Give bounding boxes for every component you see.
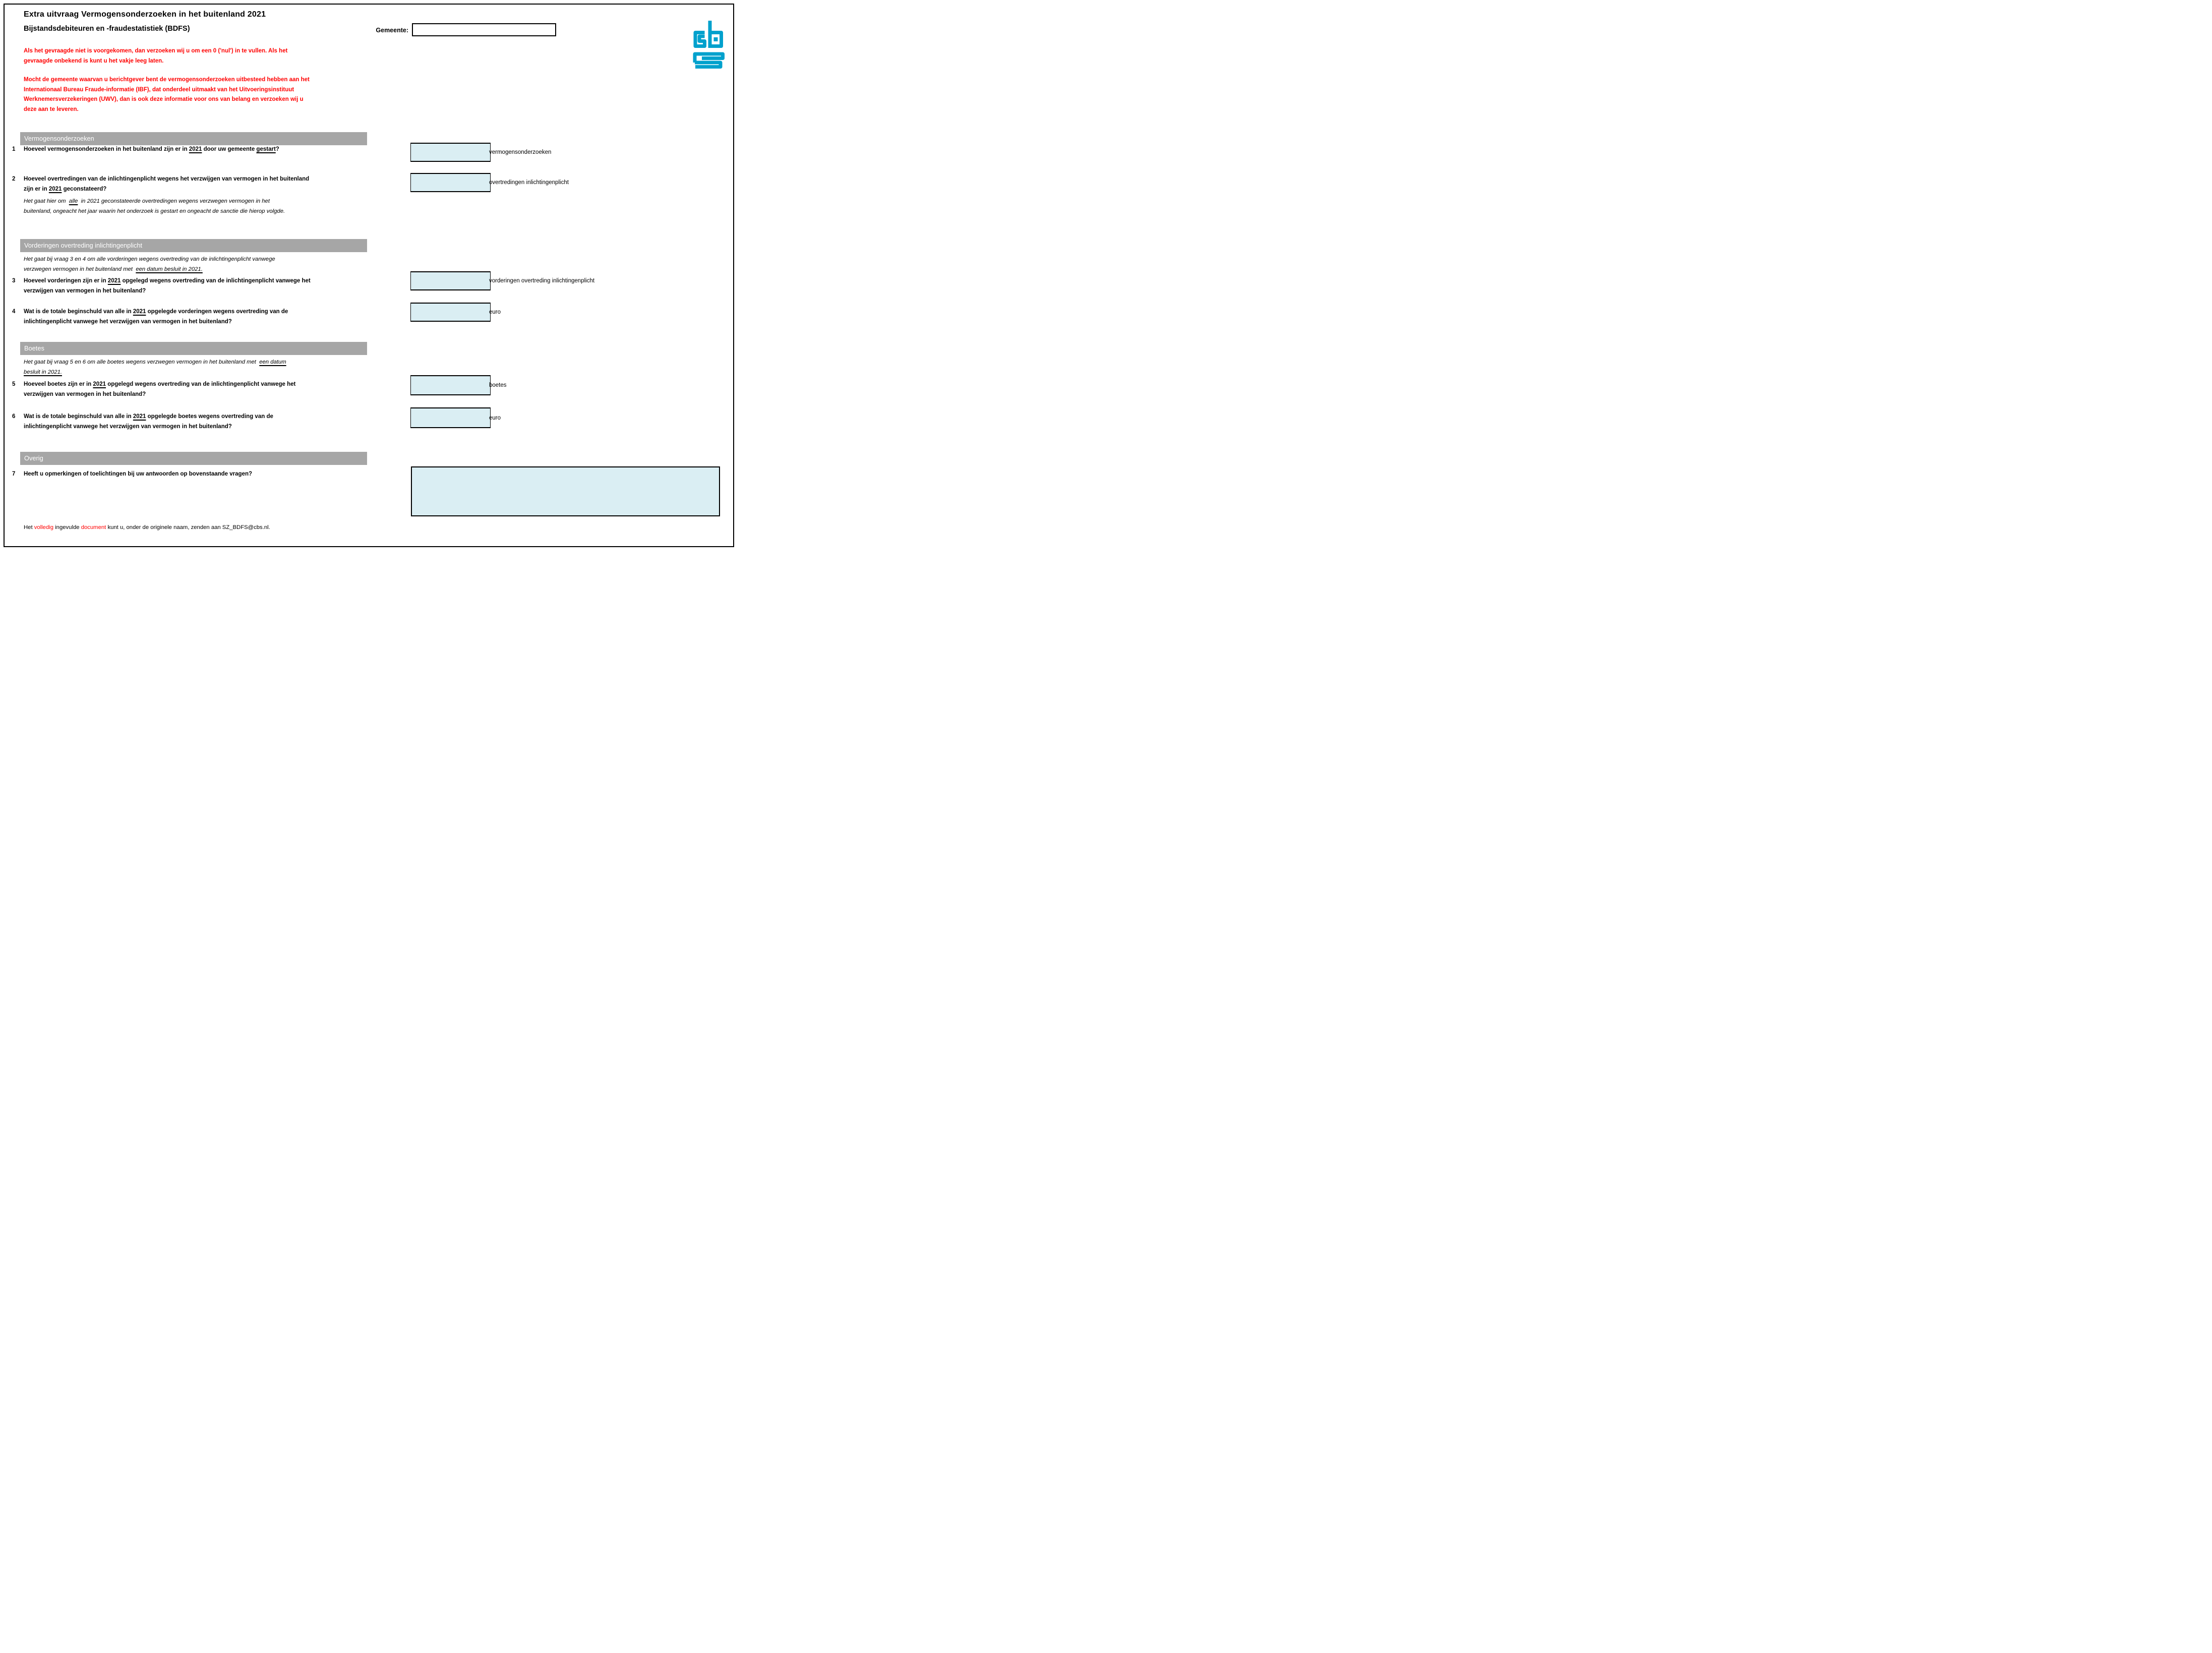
- question-2-note: Het gaat hier om alle in 2021 geconstateerde overtredingen wegens verzwegen vermogen in het buitenland, ongeacht het jaar waarin het onderzoek is gestart en ongeacht de sanctie die hierop volgde.: [24, 198, 285, 214]
- question-4-input[interactable]: [410, 303, 491, 322]
- page-title: Extra uitvraag Vermogensonderzoeken in het buitenland 2021: [24, 10, 266, 19]
- section-header-vermogensonderzoeken: Vermogensonderzoeken: [20, 132, 367, 145]
- footer-instruction: Het volledig ingevulde document kunt u, onder de originele naam, zenden aan SZ_BDFS@cbs.nl.: [24, 524, 270, 530]
- question-3-input[interactable]: [410, 271, 491, 290]
- question-5-unit-label: boetes: [489, 382, 507, 388]
- page-subtitle: Bijstandsdebiteuren en -fraudestatistiek (BDFS): [24, 25, 190, 33]
- cbs-logo-letter-c: [695, 33, 705, 46]
- question-1-input[interactable]: [410, 143, 491, 162]
- section-boetes-note: Het gaat bij vraag 5 en 6 om alle boetes wegens verzwegen vermogen in het buitenland met een datum besluit in 2021.: [24, 359, 286, 375]
- question-2-text: Hoeveel overtredingen van de inlichtingenplicht wegens het verzwijgen van vermogen in het buitenland zijn er in 2021 geconstateerd?: [24, 176, 310, 192]
- question-5-input[interactable]: [410, 375, 491, 395]
- section-header-overig: Overig: [20, 452, 367, 465]
- question-1-text: Hoeveel vermogensonderzoeken in het buitenland zijn er in 2021 door uw gemeente gestart?: [24, 146, 279, 152]
- question-6-unit-label: euro: [489, 415, 501, 421]
- cbs-logo-b-dot: [714, 37, 718, 41]
- question-4-unit-label: euro: [489, 309, 501, 315]
- question-7-comment-box[interactable]: [411, 466, 720, 516]
- question-3-unit-label: vorderingen overtreding inlichtingenplicht: [489, 278, 595, 284]
- cbs-logo-letter-s2: [695, 63, 721, 67]
- section-header-boetes: Boetes: [20, 342, 367, 355]
- question-5-number: 5: [12, 381, 16, 387]
- cbs-logo: [692, 10, 726, 70]
- question-7-number: 7: [12, 471, 16, 477]
- question-3-number: 3: [12, 278, 16, 284]
- question-1-unit-label: vermogensonderzoeken: [489, 149, 552, 155]
- gemeente-input[interactable]: [412, 23, 556, 36]
- question-6-number: 6: [12, 414, 16, 420]
- section-vorderingen-note: Het gaat bij vraag 3 en 4 om alle vorderingen wegens overtreding van de inlichtingenplicht vanwege verzwegen vermogen in het buitenland met een datum besluit in 2021.: [24, 256, 275, 272]
- question-2-unit-label: overtredingen inlichtingenplicht: [489, 180, 569, 186]
- question-3-text: Hoeveel vorderingen zijn er in 2021 opgelegd wegens overtreding van de inlichtingenplicht vanwege het verzwijgen van vermogen in het buitenland?: [24, 278, 311, 294]
- question-5-text: Hoeveel boetes zijn er in 2021 opgelegd wegens overtreding van de inlichtingenplicht vanwege het verzwijgen van vermogen in het buitenland?: [24, 381, 296, 397]
- gemeente-label: Gemeente:: [376, 27, 408, 34]
- intro-paragraph-1: Als het gevraagde niet is voorgekomen, dan verzoeken wij u om een 0 ('nul') in te vullen. Als het gevraagde onbekend is kunt u het vakje leeg laten.: [24, 48, 288, 64]
- question-6-input[interactable]: [410, 407, 491, 428]
- question-4-text: Wat is de totale beginschuld van alle in 2021 opgelegde vorderingen wegens overtreding van de inlichtingenplicht vanwege het verzwijgen van vermogen in het buitenland?: [24, 309, 288, 325]
- question-6-text: Wat is de totale beginschuld van alle in 2021 opgelegde boetes wegens overtreding van de inlichtingenplicht vanwege het verzwijgen van vermogen in het buitenland?: [24, 414, 273, 430]
- question-4-number: 4: [12, 309, 16, 315]
- question-1-number: 1: [12, 146, 16, 152]
- intro-paragraph-2: Mocht de gemeente waarvan u berichtgever bent de vermogensonderzoeken uitbesteed hebben aan het Internationaal Bureau Fraude-informatie (IBF), dat onderdeel uitmaakt van het Uitvoeringsinstituut Werknemersverzekeringen (UWV), dan is ook deze informatie voor ons van belang en verzoeken wij u deze aan te leveren.: [24, 77, 310, 112]
- section-header-vorderingen: Vorderingen overtreding inlichtingenplicht: [20, 239, 367, 252]
- question-7-text: Heeft u opmerkingen of toelichtingen bij uw antwoorden op bovenstaande vragen?: [24, 471, 253, 477]
- question-2-number: 2: [12, 176, 16, 182]
- question-2-input[interactable]: [410, 173, 491, 192]
